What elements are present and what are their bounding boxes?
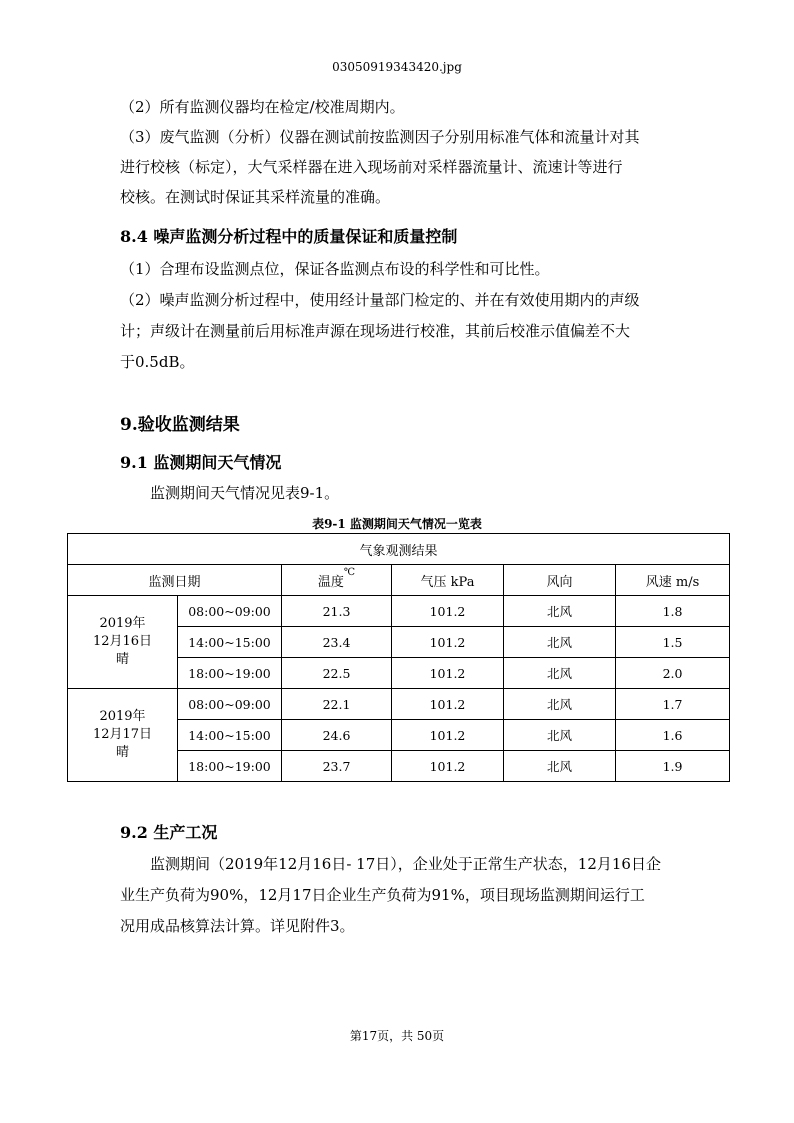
- paragraph-line: 于0.5dB。: [120, 353, 195, 371]
- pressure-cell: 101.2: [392, 658, 504, 689]
- temp-cell: 21.3: [282, 596, 392, 627]
- paragraph-line: 况用成品核算法计算。详见附件3。: [120, 917, 355, 935]
- column-header-date: 监测日期: [68, 565, 282, 596]
- paragraph-line: 业生产负荷为90%，12月17日企业生产负荷为91%，项目现场监测期间运行工: [120, 886, 645, 904]
- pressure-cell: 101.2: [392, 627, 504, 658]
- page-number-footer: 第17页，共 50页: [349, 1029, 445, 1043]
- wind-speed-cell: 1.6: [616, 720, 730, 751]
- column-header-pressure: 气压 kPa: [392, 565, 504, 596]
- date-weather: 晴: [115, 745, 129, 760]
- file-name-header: 03050919343420.jpg: [332, 60, 462, 74]
- date-year: 2019年: [99, 709, 146, 724]
- date-cell: [68, 596, 178, 689]
- time-cell: 14:00~15:00: [178, 627, 282, 658]
- pressure-cell: 101.2: [392, 596, 504, 627]
- table-group-header: 气象观测结果: [68, 534, 730, 565]
- wind-speed-cell: 1.9: [616, 751, 730, 782]
- column-header-wind-direction: 风向: [504, 565, 616, 596]
- temp-cell: 24.6: [282, 720, 392, 751]
- paragraph-line: （3）废气监测（分析）仪器在测试前按监测因子分别用标准气体和流量计对其: [120, 128, 640, 146]
- time-cell: 18:00~19:00: [178, 751, 282, 782]
- time-cell: 14:00~15:00: [178, 720, 282, 751]
- table-row: [68, 596, 730, 627]
- temp-cell: 22.1: [282, 689, 392, 720]
- paragraph-line: （1）合理布设监测点位，保证各监测点布设的科学性和可比性。: [120, 260, 550, 278]
- column-header-wind-speed: 风速 m/s: [616, 565, 730, 596]
- paragraph-line: 进行校核（标定），大气采样器在进入现场前对采样器流量计、流速计等进行: [120, 158, 623, 176]
- pressure-cell: 101.2: [392, 751, 504, 782]
- paragraph-line: 计；声级计在测量前后用标准声源在现场进行校准，其前后校准示值偏差不大: [120, 322, 631, 340]
- date-cell: [68, 689, 178, 782]
- time-cell: 08:00~09:00: [178, 596, 282, 627]
- date-weather: 晴: [115, 652, 129, 667]
- paragraph-line: 校核。在测试时保证其采样流量的准确。: [120, 188, 391, 206]
- section-heading-9: 9.验收监测结果: [120, 415, 240, 435]
- wind-direction-cell: 北风: [504, 658, 616, 689]
- date-year: 2019年: [99, 616, 146, 631]
- wind-speed-cell: 1.7: [616, 689, 730, 720]
- section-heading-9-1: 9.1 监测期间天气情况: [120, 453, 282, 472]
- wind-direction-cell: 北风: [504, 627, 616, 658]
- column-header-temp-label: 温度: [317, 574, 344, 590]
- temp-cell: 23.4: [282, 627, 392, 658]
- paragraph-line: 监测期间（2019年12月16日- 17日），企业处于正常生产状态，12月16日企: [150, 855, 661, 873]
- wind-direction-cell: 北风: [504, 751, 616, 782]
- paragraph-line: （2）噪声监测分析过程中，使用经计量部门检定的、并在有效使用期内的声级: [120, 291, 640, 309]
- section-heading-9-2: 9.2 生产工况: [120, 823, 218, 842]
- wind-direction-cell: 北风: [504, 596, 616, 627]
- paragraph-line: （2）所有监测仪器均在检定/校准周期内。: [120, 98, 405, 116]
- column-header-temp-unit: ℃: [343, 566, 356, 578]
- table-row: [68, 689, 730, 720]
- time-cell: 08:00~09:00: [178, 689, 282, 720]
- wind-speed-cell: 1.8: [616, 596, 730, 627]
- table-caption: 表9-1 监测期间天气情况一览表: [312, 517, 482, 531]
- weather-table: [67, 533, 730, 782]
- temp-cell: 22.5: [282, 658, 392, 689]
- time-cell: 18:00~19:00: [178, 658, 282, 689]
- wind-speed-cell: 1.5: [616, 627, 730, 658]
- pressure-cell: 101.2: [392, 720, 504, 751]
- section-heading-8-4: 8.4 噪声监测分析过程中的质量保证和质量控制: [120, 227, 458, 246]
- paragraph-line: 监测期间天气情况见表9-1。: [150, 484, 340, 502]
- wind-speed-cell: 2.0: [616, 658, 730, 689]
- wind-direction-cell: 北风: [504, 720, 616, 751]
- pressure-cell: 101.2: [392, 689, 504, 720]
- column-header-temp: [282, 565, 392, 596]
- date-day: 12月17日: [92, 727, 153, 742]
- wind-direction-cell: 北风: [504, 689, 616, 720]
- temp-cell: 23.7: [282, 751, 392, 782]
- date-day: 12月16日: [92, 634, 153, 649]
